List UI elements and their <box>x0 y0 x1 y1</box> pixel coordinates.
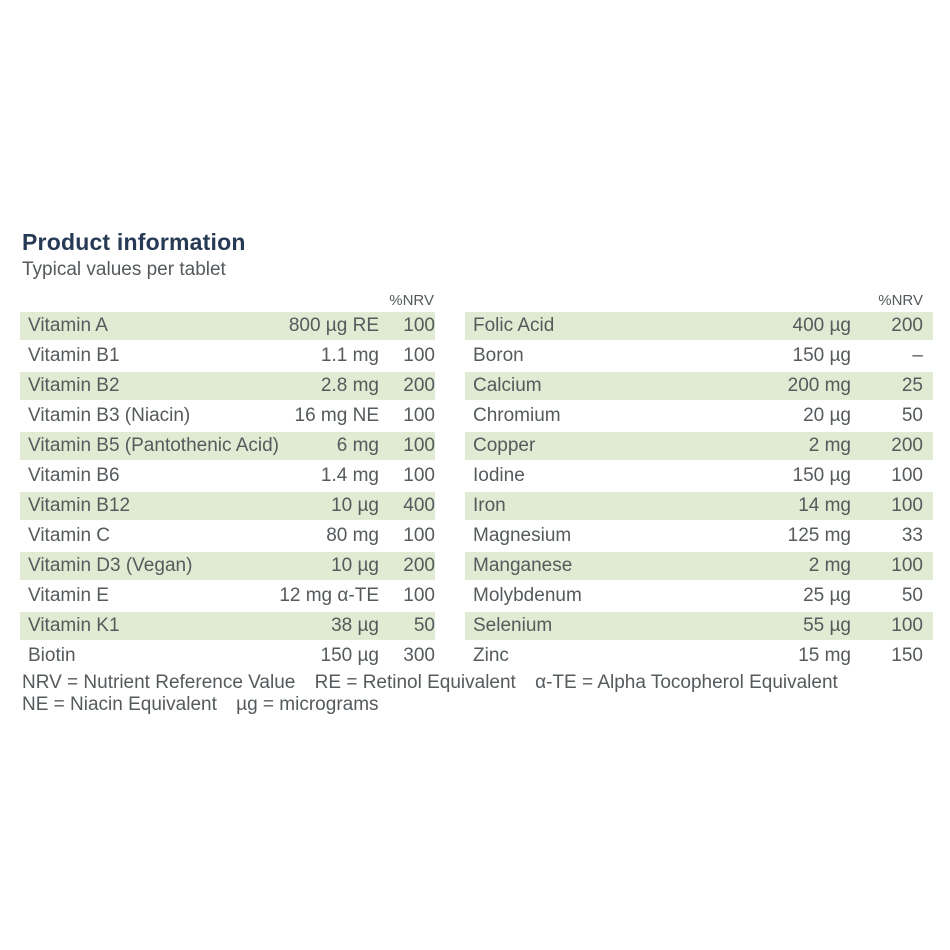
table-row <box>20 461 435 491</box>
table-row <box>465 641 933 671</box>
nutrient-amount: 14 mg <box>798 495 851 516</box>
table-row <box>20 581 435 611</box>
nutrient-name: Iodine <box>473 465 525 486</box>
nutrient-amount: 55 µg <box>803 615 851 636</box>
nutrient-name: Vitamin B2 <box>28 375 120 396</box>
nutrient-name: Vitamin B6 <box>28 465 120 486</box>
nutrient-nrv: 100 <box>403 585 435 606</box>
table-row <box>465 611 933 641</box>
nutrient-nrv: 50 <box>901 405 923 426</box>
nutrient-amount: 2 mg <box>808 435 851 456</box>
table-row <box>20 431 435 461</box>
nutrient-amount: 1.1 mg <box>320 345 379 366</box>
nutrient-amount: 38 µg <box>331 615 379 636</box>
table-row <box>20 491 435 521</box>
nutrient-nrv: – <box>912 345 923 366</box>
nutrient-amount: 125 mg <box>787 525 851 546</box>
nutrient-amount: 15 mg <box>798 645 851 666</box>
table-row <box>465 551 933 581</box>
nutrient-nrv: 50 <box>901 585 923 606</box>
nutrient-nrv: 100 <box>891 495 923 516</box>
nutrient-amount: 2 mg <box>808 555 851 576</box>
nutrient-nrv: 300 <box>403 645 435 666</box>
nutrient-amount: 10 µg <box>331 555 379 576</box>
nutrient-nrv: 33 <box>901 525 923 546</box>
nutrient-name: Vitamin B1 <box>28 345 120 366</box>
right-nutrient-table <box>465 291 933 671</box>
nutrient-amount: 20 µg <box>803 405 851 426</box>
footnote-ug: µg = micrograms <box>236 694 379 715</box>
table-row <box>20 311 435 341</box>
nutrient-amount: 10 µg <box>331 495 379 516</box>
table-row <box>465 311 933 341</box>
table-row <box>465 431 933 461</box>
nutrient-nrv: 100 <box>403 315 435 336</box>
footnote-ate: α-TE = Alpha Tocopherol Equivalent <box>535 672 838 693</box>
nutrient-amount: 800 µg RE <box>288 315 379 336</box>
nutrient-name: Vitamin K1 <box>28 615 120 636</box>
table-row <box>20 341 435 371</box>
footnote-nrv: NRV = Nutrient Reference Value <box>22 672 296 693</box>
nutrient-nrv: 100 <box>891 465 923 486</box>
nutrient-name: Vitamin E <box>28 585 109 606</box>
nutrient-nrv: 100 <box>403 465 435 486</box>
table-row <box>20 521 435 551</box>
table-row <box>465 491 933 521</box>
nrv-column-header: %NRV <box>878 292 923 309</box>
nutrient-amount: 2.8 mg <box>320 375 379 396</box>
footnote-ne: NE = Niacin Equivalent <box>22 694 217 715</box>
nutrient-name: Copper <box>473 435 536 456</box>
nutrient-amount: 200 mg <box>787 375 851 396</box>
footnotes <box>22 672 942 716</box>
nutrient-name: Chromium <box>473 405 561 426</box>
nutrient-amount: 80 mg <box>326 525 379 546</box>
nutrient-name: Vitamin D3 (Vegan) <box>28 555 193 576</box>
nutrient-name: Folic Acid <box>473 315 555 336</box>
nutrient-amount: 6 mg <box>336 435 379 456</box>
nutrient-name: Zinc <box>473 645 509 666</box>
table-row <box>465 461 933 491</box>
nutrient-name: Boron <box>473 345 524 366</box>
nutrient-amount: 150 µg <box>320 645 379 666</box>
footnote-line <box>22 672 942 694</box>
page-title: Product information <box>22 229 246 255</box>
nutrient-nrv: 200 <box>891 435 923 456</box>
nutrient-nrv: 200 <box>403 375 435 396</box>
nutrient-nrv: 100 <box>891 615 923 636</box>
product-information-panel <box>22 228 932 677</box>
nutrient-nrv: 100 <box>891 555 923 576</box>
nutrient-nrv: 100 <box>403 525 435 546</box>
nutrient-name: Vitamin B12 <box>28 495 131 516</box>
table-row <box>20 611 435 641</box>
nutrient-nrv: 200 <box>403 555 435 576</box>
nutrient-name: Calcium <box>473 375 542 396</box>
nutrient-nrv: 100 <box>403 405 435 426</box>
table-row <box>20 641 435 671</box>
nrv-column-header: %NRV <box>389 292 434 309</box>
table-row <box>20 551 435 581</box>
nutrient-name: Vitamin B5 (Pantothenic Acid) <box>28 435 280 456</box>
nutrient-name: Selenium <box>473 615 553 636</box>
table-row <box>465 371 933 401</box>
nutrient-amount: 12 mg α-TE <box>279 585 379 606</box>
nutrient-amount: 400 µg <box>792 315 851 336</box>
table-row <box>20 371 435 401</box>
nutrient-name: Biotin <box>28 645 76 666</box>
left-nutrient-table <box>20 291 435 671</box>
nutrient-nrv: 400 <box>403 495 435 516</box>
nutrient-tables <box>22 291 932 677</box>
table-row <box>465 581 933 611</box>
footnote-line <box>22 694 942 716</box>
nutrient-amount: 150 µg <box>792 345 851 366</box>
nutrient-name: Vitamin A <box>28 315 108 336</box>
nutrient-amount: 16 mg NE <box>294 405 379 426</box>
nutrient-nrv: 100 <box>403 345 435 366</box>
table-row <box>20 401 435 431</box>
nutrient-name: Manganese <box>473 555 573 576</box>
nutrient-nrv: 150 <box>891 645 923 666</box>
footnote-re: RE = Retinol Equivalent <box>314 672 516 693</box>
nutrient-name: Molybdenum <box>473 585 582 606</box>
table-row <box>465 521 933 551</box>
nutrient-amount: 150 µg <box>792 465 851 486</box>
page-subtitle: Typical values per tablet <box>22 259 226 280</box>
table-row <box>465 401 933 431</box>
nutrient-name: Iron <box>473 495 506 516</box>
nutrient-name: Magnesium <box>473 525 572 546</box>
nutrient-name: Vitamin B3 (Niacin) <box>28 405 191 426</box>
table-row <box>465 341 933 371</box>
nutrient-nrv: 200 <box>891 315 923 336</box>
nutrient-nrv: 25 <box>901 375 923 396</box>
nutrient-amount: 1.4 mg <box>320 465 379 486</box>
nutrient-name: Vitamin C <box>28 525 111 546</box>
nutrient-amount: 25 µg <box>803 585 851 606</box>
nutrient-nrv: 100 <box>403 435 435 456</box>
nutrient-nrv: 50 <box>413 615 435 636</box>
